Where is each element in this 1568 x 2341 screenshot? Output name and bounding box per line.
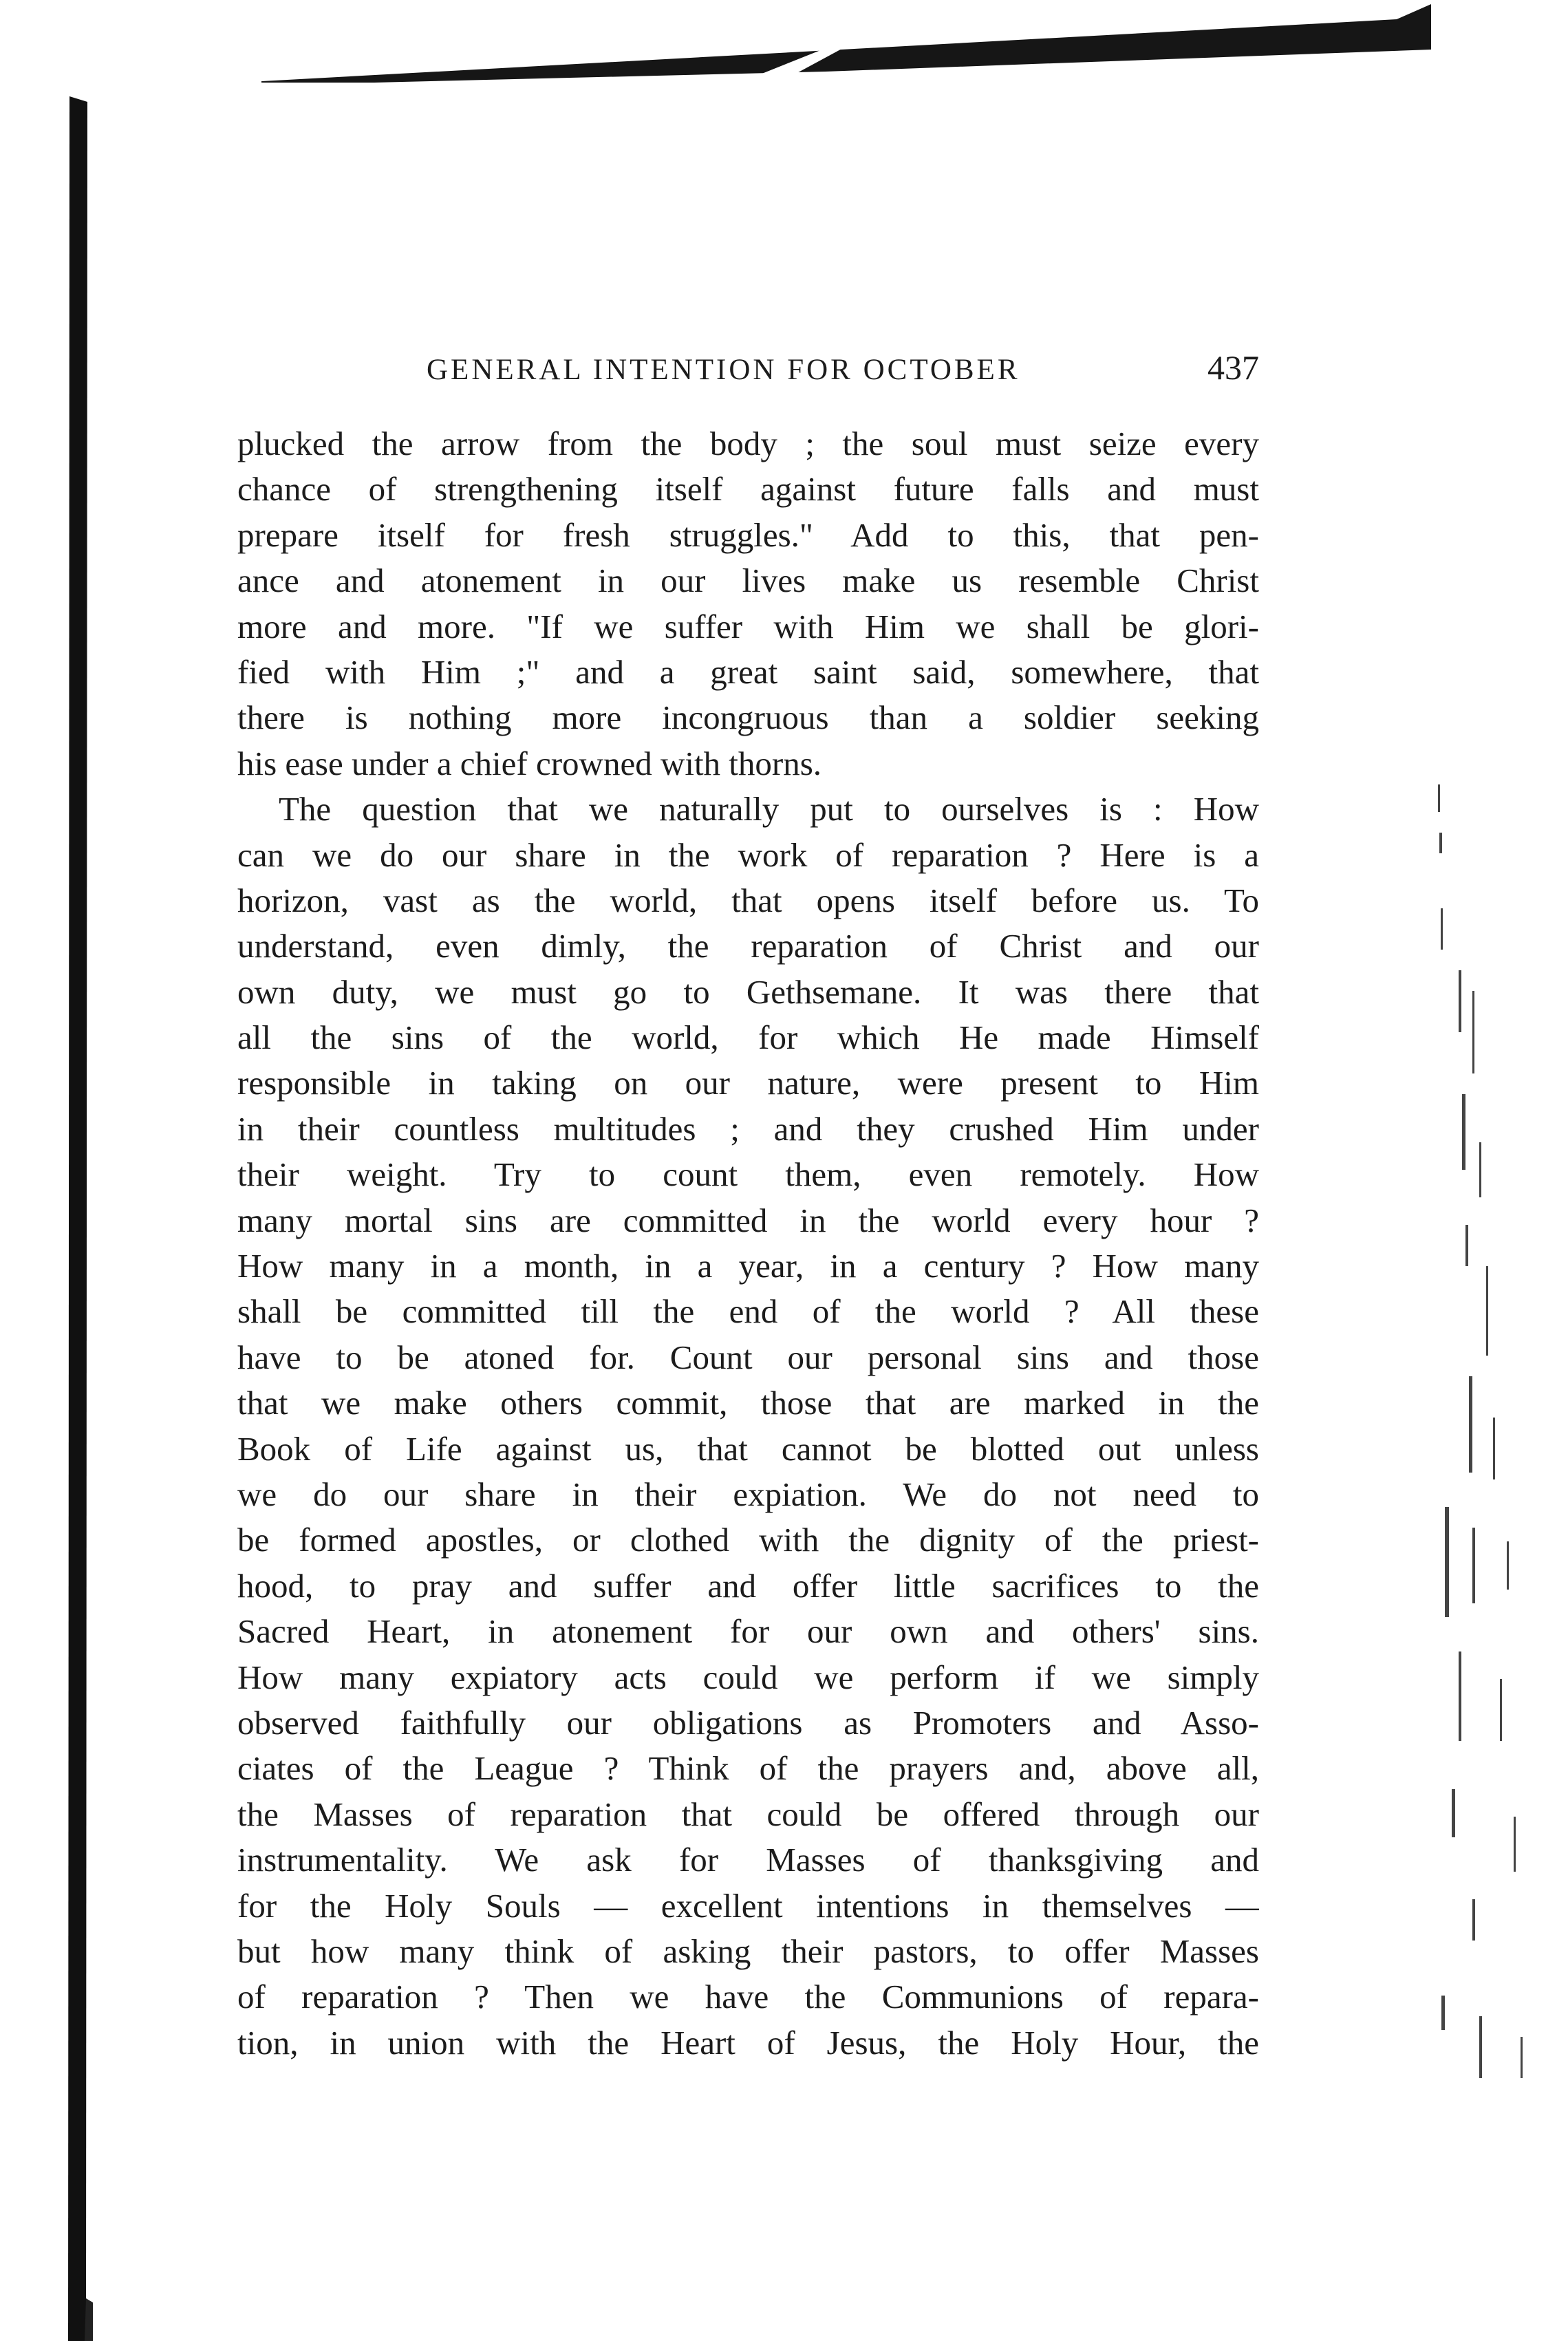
text-line: there is nothing more incongruous than a soldier seeking [237,698,1259,737]
text-line: can we do our share in the work of reparation ? Here is a [237,835,1259,874]
text-line: How many in a month, in a year, in a century ? How many [237,1247,1259,1285]
text-line: shall be committed till the end of the world ? All these [237,1292,1259,1331]
running-title: GENERAL INTENTION FOR OCTOBER [427,354,1020,386]
text-line: many mortal sins are committed in the world every hour ? [237,1201,1259,1239]
text-line: responsible in taking on our nature, were present to Him [237,1064,1259,1102]
text-line: Sacred Heart, in atonement for our own and others' sins. [237,1612,1259,1651]
text-line: chance of strengthening itself against future falls and must [237,470,1259,509]
text-line: we do our share in their expiation. We do not need to [237,1475,1259,1513]
text-line: horizon, vast as the world, that opens itself before us. To [237,881,1259,919]
text-line: instrumentality. We ask for Masses of thanksgiving and [237,1841,1259,1879]
text-line: in their countless multitudes ; and they crushed Him under [237,1109,1259,1148]
running-head [237,348,1259,396]
text-line: fied with Him ;" and a great saint said, somewhere, that [237,652,1259,691]
text-line: Book of Life against us, that cannot be blotted out unless [237,1429,1259,1468]
text-line: prepare itself for fresh struggles." Add to this, that pen- [237,515,1259,554]
text-line: have to be atoned for. Count our personal sins and those [237,1338,1259,1376]
text-line: How many expiatory acts could we perform if we simply [237,1658,1259,1696]
text-line: plucked the arrow from the body ; the soul must seize every [237,425,1259,462]
text-line: that we make others commit, those that are marked in the [237,1384,1259,1422]
scan-margin-speckle [1431,784,1562,2106]
text-line: ance and atonement in our lives make us resemble Christ [237,562,1259,600]
page-number: 437 [1207,348,1259,387]
text-line: be formed apostles, or clothed with the dignity of the priest- [237,1521,1259,1559]
text-line: tion, in union with the Heart of Jesus, the Holy Hour, the [237,2023,1259,2062]
text-line: observed faithfully our obligations as Promoters and Asso- [237,1703,1259,1742]
text-line: his ease under a chief crowned with thorns. [237,744,822,782]
text-line: their weight. Try to count them, even remotely. How [237,1155,1259,1194]
text-line: the Masses of reparation that could be offered through our [237,1795,1259,1833]
text-line: hood, to pray and suffer and offer little sacrifices to the [237,1566,1259,1605]
text-line: ciates of the League ? Think of the prayers and, above all, [237,1749,1259,1788]
text-line: of reparation ? Then we have the Communions of repara- [237,1978,1259,2016]
text-line: The question that we naturally put to ourselves is : How [279,790,1259,829]
text-line: more and more. "If we suffer with Him we shall be glori- [237,607,1259,645]
text-line: understand, even dimly, the reparation of Christ and our [237,927,1259,965]
text-line: all the sins of the world, for which He made Himself [237,1018,1259,1057]
text-line: for the Holy Souls — excellent intentions in themselves — [237,1886,1259,1925]
scan-left-edge-shadow [65,96,93,2341]
scan-top-edge-shadow [261,0,1431,83]
text-line: own duty, we must go to Gethsemane. It was there that [237,972,1259,1011]
body-text [237,421,1259,2066]
text-line: but how many think of asking their pastors, to offer Masses [237,1932,1259,1970]
